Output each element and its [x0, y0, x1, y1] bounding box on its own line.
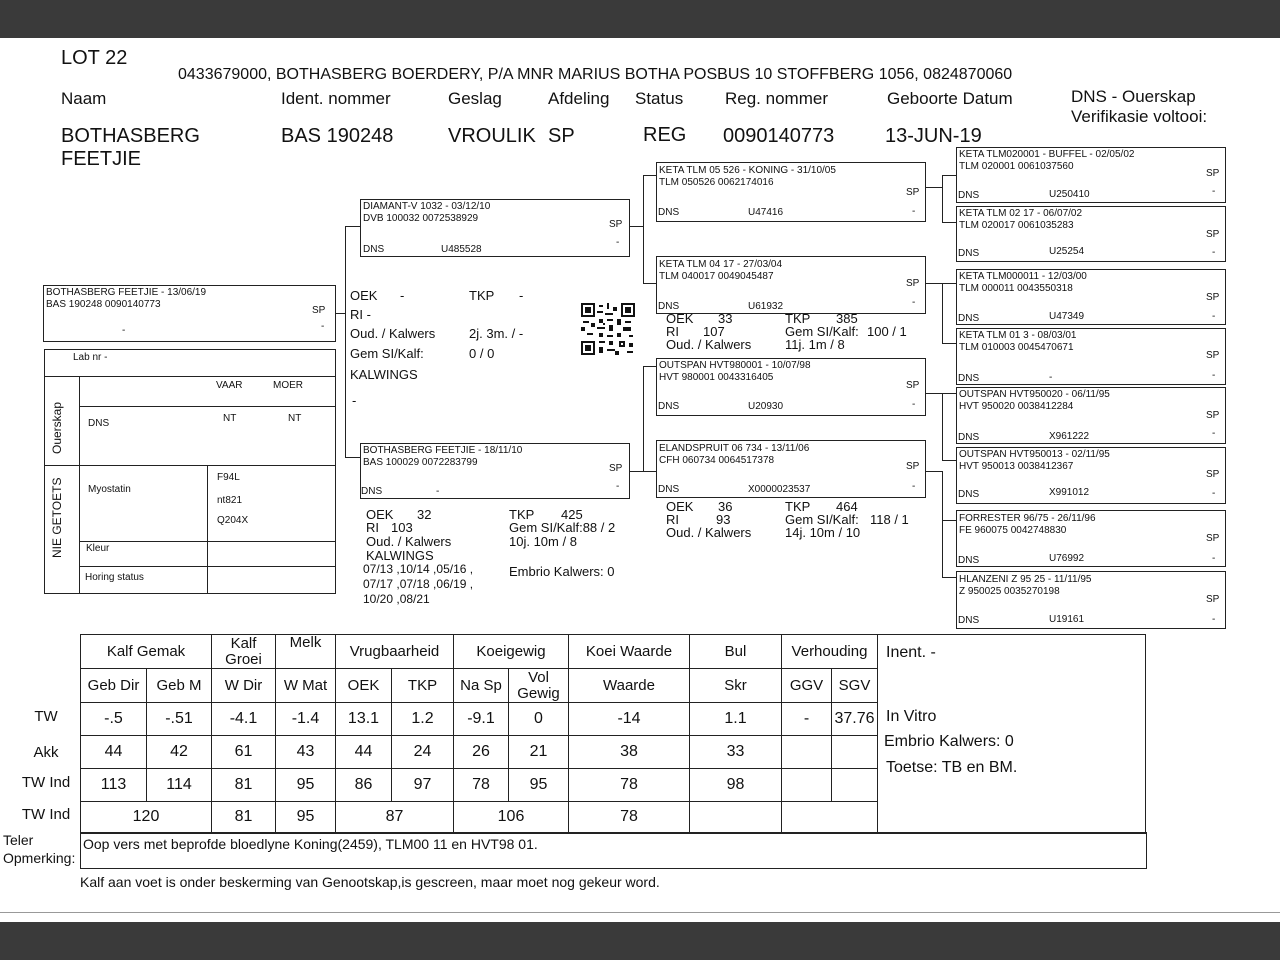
gp-dns: DNS: [658, 301, 680, 312]
group-verhouding: Verhouding: [782, 635, 878, 669]
top-bar: [0, 0, 1280, 38]
connector-animal: [336, 313, 346, 314]
akk-ggv: [782, 736, 832, 769]
akk-skr: 33: [690, 736, 782, 769]
dam-ri-value: 103: [391, 520, 413, 535]
label-geslag: Geslag: [448, 89, 502, 108]
twind-vol-gewig: 95: [509, 769, 569, 802]
grandparent-box-1: [656, 256, 926, 314]
dam-oek: OEK: [366, 507, 394, 522]
row-label-tw-ind-combined: TW Ind: [21, 806, 71, 823]
dam-embrio: Embrio Kalwers: 0: [509, 564, 615, 579]
great-grandparent-box-1: [956, 206, 1226, 262]
gp-dash: -: [912, 297, 916, 308]
side-notes: [878, 635, 1146, 802]
akk-oek: 44: [336, 736, 392, 769]
sire-sp: SP: [609, 219, 623, 230]
gp-title: OUTSPAN HVT980001 - 10/07/98: [659, 360, 811, 371]
sire-kalwings-dash: -: [352, 393, 357, 408]
gp-stats-1-tkp: TKP: [785, 499, 811, 514]
gp-title: ELANDSPRUIT 06 734 - 13/11/06: [659, 443, 810, 454]
dam-dash: -: [616, 481, 620, 492]
gp-dns: DNS: [658, 207, 680, 218]
lab-horing: Horing status: [85, 572, 144, 583]
ggp-dns: DNS: [958, 373, 980, 384]
ggp-dash: -: [1212, 614, 1216, 625]
tw-w-dir: -4.1: [212, 703, 276, 736]
twind-oek: 86: [336, 769, 392, 802]
side-notes-bottom: [878, 802, 1146, 834]
ggp-dna: U76992: [1049, 553, 1085, 564]
sire-ids: DVB 100032 0072538929: [363, 213, 479, 224]
sire-oud: Oud. / Kalwers: [350, 326, 436, 341]
group-koei-waarde: Koei Waarde: [569, 635, 690, 669]
tw-vol-gewig: 0: [509, 703, 569, 736]
dam-oud-value: 10j. 10m / 8: [509, 534, 577, 549]
ggp-dns: DNS: [958, 313, 980, 324]
dam-kalwings-1: 07/13 ,10/14 ,05/16 ,: [363, 562, 474, 576]
value-reg: 0090140773: [723, 125, 835, 147]
label-afdeling: Afdeling: [548, 89, 610, 108]
connector-ggp3: [942, 343, 956, 344]
connector-ggp0: [942, 175, 956, 176]
twind2-vrugbaarheid: 87: [336, 802, 454, 834]
ggp-dna: U47349: [1049, 311, 1085, 322]
sire-dns: DNS: [363, 244, 385, 255]
twind-geb-dir: 113: [81, 769, 147, 802]
sire-box: [360, 199, 630, 257]
ggp-title: KETA TLM 01 3 - 08/03/01: [959, 330, 1077, 341]
group-kalf-gemak: Kalf Gemak: [81, 635, 212, 669]
twind-geb-m: 114: [147, 769, 212, 802]
ggp-title: HLANZENI Z 95 25 - 11/11/95: [959, 574, 1092, 585]
ggp-sp: SP: [1206, 410, 1220, 421]
ggp-ids: TLM 020017 0061035283: [959, 220, 1074, 231]
gp-stats-0-tkp: TKP: [785, 311, 811, 326]
subhead-w-mat: W Mat: [276, 669, 336, 703]
great-grandparent-box-2: [956, 269, 1226, 325]
twind-tkp: 97: [392, 769, 454, 802]
group-bul: Bul: [690, 635, 782, 669]
ggp-ids: HVT 950013 0038412367: [959, 461, 1074, 472]
row-label-akk: Akk: [33, 744, 59, 761]
gp-stats-1-ri: RI: [666, 512, 679, 527]
lab-kleur: Kleur: [86, 543, 110, 554]
akk-geb-dir: 44: [81, 736, 147, 769]
connector-gp2: [643, 366, 656, 367]
gp-stats-1-gem: Gem SI/Kalf:: [785, 512, 859, 527]
dam-ri: RI: [366, 520, 379, 535]
akk-waarde: 38: [569, 736, 690, 769]
index-table: [80, 634, 1146, 834]
great-grandparent-box-5: [956, 447, 1226, 504]
label-naam: Naam: [61, 89, 107, 108]
connector-gp1: [643, 283, 656, 284]
twind2-melk: 95: [276, 802, 336, 834]
connector-gp0: [643, 175, 656, 176]
lab-moer: MOER: [273, 380, 303, 391]
dam-oek-value: 32: [417, 507, 432, 522]
dam-sp: SP: [609, 463, 623, 474]
remarks-text: Oop vers met beprofde bloedlyne Koning(2459), TLM00 11 en HVT98 01.: [83, 836, 538, 852]
connector-ggp5: [942, 460, 956, 461]
connector-gp1-vert: [942, 283, 943, 343]
ggp-dns: DNS: [958, 432, 980, 443]
gp-stats-1-oek: OEK: [666, 499, 694, 514]
ggp-dna: U250410: [1049, 189, 1090, 200]
label-status: Status: [635, 89, 684, 108]
connector-sire-out: [630, 226, 643, 227]
connector-sire-vert: [643, 175, 644, 283]
sire-dna: U485528: [441, 244, 482, 255]
gp-stats-0-ri-value: 107: [703, 324, 725, 339]
tw-tkp: 1.2: [392, 703, 454, 736]
ggp-title: FORRESTER 96/75 - 26/11/96: [959, 513, 1096, 524]
ggp-sp: SP: [1206, 350, 1220, 361]
myostatin-value-2: nt821: [217, 495, 243, 506]
animal-sp: SP: [312, 305, 326, 316]
twind2-verhouding: [782, 802, 878, 834]
ggp-sp: SP: [1206, 594, 1220, 605]
connector-gp0-out: [926, 187, 942, 188]
toetse-label: Toetse: TB en BM.: [886, 759, 1018, 776]
gp-sp: SP: [906, 461, 920, 472]
label-ident: Ident. nommer: [281, 89, 391, 108]
ggp-dns: DNS: [958, 248, 980, 259]
great-grandparent-box-4: [956, 387, 1226, 444]
gp-dna: X0000023537: [748, 484, 811, 495]
twind2-koeigewig: 106: [454, 802, 569, 834]
dam-oud: Oud. / Kalwers: [366, 534, 452, 549]
subhead-tkp: TKP: [392, 669, 454, 703]
gp-stats-1-oud-value: 14j. 10m / 10: [785, 525, 861, 540]
dam-kalwings-2: 07/17 ,07/18 ,06/19 ,: [363, 577, 474, 591]
lab-dns: DNS: [88, 418, 110, 429]
gp-dash: -: [912, 399, 916, 410]
ggp-dash: -: [1212, 186, 1216, 197]
row-label-tw: TW: [34, 708, 58, 725]
gp-stats-0-oud-value: 11j. 1m / 8: [785, 337, 845, 352]
twind-skr: 98: [690, 769, 782, 802]
connector-dam-out: [630, 471, 643, 472]
ggp-title: OUTSPAN HVT950013 - 02/11/95: [959, 449, 1110, 460]
animal-dash: -: [321, 321, 325, 332]
gp-sp: SP: [906, 278, 920, 289]
akk-w-dir: 61: [212, 736, 276, 769]
lab-side-nie-getoets: NIE GETOETS: [50, 477, 64, 558]
gp-sp: SP: [906, 380, 920, 391]
akk-geb-m: 42: [147, 736, 212, 769]
ggp-ids: TLM 000011 0043550318: [959, 283, 1073, 294]
akk-na-sp: 26: [454, 736, 509, 769]
gp-stats-1-gem-value: 118 / 1: [870, 512, 909, 527]
tw-oek: 13.1: [336, 703, 392, 736]
great-grandparent-box-7: [956, 571, 1226, 629]
sire-ri: RI -: [350, 307, 371, 322]
great-grandparent-box-6: [956, 510, 1226, 567]
gp-stats-0-gem-value: 100 / 1: [867, 324, 907, 339]
ggp-sp: SP: [1206, 229, 1220, 240]
sire-tkp-value: -: [519, 288, 524, 303]
dam-title: BOTHASBERG FEETJIE - 18/11/10: [363, 445, 523, 456]
dam-kalwings-3: 10/20 ,08/21: [363, 592, 430, 606]
bottom-bar: [0, 922, 1280, 960]
gp-title: KETA TLM 04 17 - 27/03/04: [659, 259, 783, 270]
ggp-ids: Z 950025 0035270198: [959, 586, 1060, 597]
sire-kalwings: KALWINGS: [350, 367, 418, 382]
dam-tkp: TKP: [509, 507, 535, 522]
ggp-dna: U19161: [1049, 614, 1085, 625]
gp-stats-0-ri: RI: [666, 324, 679, 339]
dam-kalwings: KALWINGS: [366, 548, 434, 563]
ggp-dns: DNS: [958, 555, 980, 566]
teler-label: Teler: [3, 832, 34, 848]
grandparent-box-0: [656, 162, 926, 222]
connector-gp3-vert: [942, 471, 943, 577]
tw-geb-dir: -.5: [81, 703, 147, 736]
row-label-tw-ind: TW Ind: [21, 774, 71, 791]
connector-parents: [345, 226, 346, 457]
subhead-waarde: Waarde: [569, 669, 690, 703]
opmerking-label: Opmerking:: [3, 850, 76, 866]
subhead-ggv: GGV: [782, 669, 832, 703]
lot-number: LOT 22: [61, 47, 128, 69]
group-melk: Melk: [276, 635, 336, 669]
twind-sgv: [832, 769, 878, 802]
gp-stats-1-tkp-value: 464: [836, 499, 858, 514]
animal-ids: BAS 190248 0090140773: [46, 299, 161, 310]
ggp-sp: SP: [1206, 469, 1220, 480]
qr-code-icon: [581, 303, 635, 355]
ggp-ids: TLM 020001 0061037560: [959, 161, 1074, 172]
twind-na-sp: 78: [454, 769, 509, 802]
lab-nr: Lab nr -: [73, 352, 108, 363]
label-reg: Reg. nommer: [725, 89, 828, 108]
great-grandparent-box-0: [956, 147, 1226, 203]
tw-na-sp: -9.1: [454, 703, 509, 736]
myostatin-value-1: F94L: [217, 472, 240, 483]
in-vitro-label: In Vitro: [886, 708, 937, 725]
subhead-oek: OEK: [336, 669, 392, 703]
lab-side-ouerskap: Ouerskap: [50, 401, 64, 454]
value-afdeling: SP: [548, 125, 575, 147]
gp-ids: TLM 040017 0049045487: [659, 271, 774, 282]
gp-dna: U61932: [748, 301, 784, 312]
dam-ids: BAS 100029 0072283799: [363, 457, 478, 468]
akk-tkp: 24: [392, 736, 454, 769]
sire-tkp: TKP: [469, 288, 495, 303]
inent-label: Inent. -: [886, 644, 936, 661]
twind-ggv: [782, 769, 832, 802]
twind2-kalf-gemak: 120: [81, 802, 212, 834]
connector-gp2-out: [926, 393, 942, 394]
lab-myostatin: Myostatin: [88, 484, 131, 495]
animal-title: BOTHASBERG FEETJIE - 13/06/19: [46, 287, 207, 298]
connector-dam-vert: [643, 366, 644, 471]
value-status: REG: [643, 124, 687, 146]
tw-skr: 1.1: [690, 703, 782, 736]
value-naam-1: BOTHASBERG: [61, 125, 200, 147]
ggp-title: KETA TLM 02 17 - 06/07/02: [959, 208, 1083, 219]
connector-gp3-out: [926, 471, 942, 472]
connector-gp1-out: [926, 283, 942, 284]
dam-box: [360, 443, 630, 499]
sire-gem-value: 0 / 0: [469, 346, 495, 361]
gp-stats-1-oek-value: 36: [718, 499, 733, 514]
bottom-divider: [0, 912, 1280, 913]
twind2-koei-waarde: 78: [569, 802, 690, 834]
group-vrugbaarheid: Vrugbaarheid: [336, 635, 454, 669]
connector-gp2-vert: [942, 393, 943, 460]
label-dns-ouerskap: DNS - Ouerskap: [1071, 87, 1196, 106]
group-kalf-groei: Kalf Groei: [212, 635, 276, 669]
lab-vaar: VAAR: [216, 380, 243, 391]
sire-title: DIAMANT-V 1032 - 03/12/10: [363, 201, 491, 212]
subhead-sgv: SGV: [832, 669, 878, 703]
tw-sgv: 37.76: [832, 703, 878, 736]
gp-stats-0-oek-value: 33: [718, 311, 733, 326]
sire-oud-value: 2j. 3m. / -: [469, 326, 524, 341]
ggp-dash: -: [1212, 247, 1216, 258]
akk-sgv: [832, 736, 878, 769]
gp-stats-1-ri-value: 93: [716, 512, 731, 527]
ggp-dash: -: [1212, 553, 1216, 564]
ggp-ids: FE 960075 0042748830: [959, 525, 1067, 536]
remarks-box: [80, 832, 1147, 869]
value-naam-2: FEETJIE: [61, 148, 142, 170]
great-grandparent-box-3: [956, 328, 1226, 385]
gp-sp: SP: [906, 187, 920, 198]
dam-dns: DNS: [361, 486, 383, 497]
gp-stats-0-oud: Oud. / Kalwers: [666, 337, 752, 352]
gp-ids: TLM 050526 0062174016: [659, 177, 774, 188]
tw-w-mat: -1.4: [276, 703, 336, 736]
dam-tkp-value: 425: [561, 507, 583, 522]
gp-dna: U47416: [748, 207, 784, 218]
connector-gp0-vert: [942, 175, 943, 222]
value-geboorte: 13-JUN-19: [885, 125, 982, 147]
lab-nt-vaar: NT: [223, 413, 237, 424]
twind2-bul: [690, 802, 782, 834]
gp-stats-0-tkp-value: 385: [836, 311, 858, 326]
ggp-dna: U25254: [1049, 246, 1085, 257]
gp-dns: DNS: [658, 484, 680, 495]
connector-sire: [345, 226, 360, 227]
ggp-sp: SP: [1206, 292, 1220, 303]
gp-stats-0-oek: OEK: [666, 311, 694, 326]
gp-ids: CFH 060734 0064517378: [659, 455, 775, 466]
connector-dam: [345, 457, 360, 458]
animal-dash-2: -: [122, 325, 126, 336]
ggp-title: OUTSPAN HVT950020 - 06/11/95: [959, 389, 1110, 400]
ggp-title: KETA TLM000011 - 12/03/00: [959, 271, 1087, 282]
group-koeigewig: Koeigewig: [454, 635, 569, 669]
dam-dna: -: [436, 486, 440, 497]
twind2-kalf-groei: 81: [212, 802, 276, 834]
dam-gem: Gem SI/Kalf:88 / 2: [509, 520, 616, 535]
twind-waarde: 78: [569, 769, 690, 802]
subhead-geb-dir: Geb Dir: [81, 669, 147, 703]
tw-ggv: -: [782, 703, 832, 736]
ggp-ids: TLM 010003 0045470671: [959, 342, 1074, 353]
akk-vol-gewig: 21: [509, 736, 569, 769]
lab-nt-moer: NT: [288, 413, 302, 424]
grandparent-box-2: [656, 358, 926, 416]
akk-w-mat: 43: [276, 736, 336, 769]
connector-ggp2: [942, 283, 956, 284]
gp-stats-1-oud: Oud. / Kalwers: [666, 525, 752, 540]
owner-line: 0433679000, BOTHASBERG BOERDERY, P/A MNR MARIUS BOTHA POSBUS 10 STOFFBERG 1056, 0824870060: [178, 66, 1013, 83]
twind-w-mat: 95: [276, 769, 336, 802]
ggp-dns: DNS: [958, 190, 980, 201]
ggp-dash: -: [1212, 428, 1216, 439]
sire-oek: OEK: [350, 288, 378, 303]
tw-waarde: -14: [569, 703, 690, 736]
ggp-dna: X961222: [1049, 431, 1090, 442]
footer-note: Kalf aan voet is onder beskerming van Genootskap,is gescreen, maar moet nog gekeur word.: [80, 874, 660, 890]
connector-ggp4: [942, 393, 956, 394]
twind-w-dir: 81: [212, 769, 276, 802]
ggp-dash: -: [1212, 311, 1216, 322]
gp-title: KETA TLM 05 526 - KONING - 31/10/05: [659, 165, 836, 176]
ggp-sp: SP: [1206, 533, 1220, 544]
myostatin-value-3: Q204X: [217, 515, 249, 526]
gp-stats-0-gem: Gem SI/Kalf:: [785, 324, 859, 339]
connector-ggp6: [942, 520, 956, 521]
subhead-w-dir: W Dir: [212, 669, 276, 703]
gp-dash: -: [912, 481, 916, 492]
ggp-sp: SP: [1206, 168, 1220, 179]
label-verifikasie: Verifikasie voltooi:: [1071, 107, 1208, 126]
connector-gp3: [643, 471, 656, 472]
subhead-na-sp: Na Sp: [454, 669, 509, 703]
lab-box: [44, 349, 336, 594]
tw-geb-m: -.51: [147, 703, 212, 736]
value-geslag: VROULIK: [448, 125, 536, 147]
ggp-dna: -: [1049, 372, 1053, 383]
subhead-skr: Skr: [690, 669, 782, 703]
ggp-dns: DNS: [958, 615, 980, 626]
ggp-dns: DNS: [958, 489, 980, 500]
sire-dash: -: [616, 237, 620, 248]
gp-dash: -: [912, 206, 916, 217]
embrio-kalwers-label: Embrio Kalwers: 0: [884, 733, 1014, 750]
subhead-vol-gewig: Vol Gewig: [509, 669, 569, 703]
value-ident: BAS 190248: [281, 125, 394, 147]
label-geboorte: Geboorte Datum: [887, 89, 1013, 108]
sire-oek-value: -: [400, 288, 405, 303]
gp-dna: U20930: [748, 401, 784, 412]
animal-box: [43, 285, 336, 342]
gp-ids: HVT 980001 0043316405: [659, 372, 774, 383]
ggp-ids: HVT 950020 0038412284: [959, 401, 1074, 412]
connector-ggp1: [942, 222, 956, 223]
ggp-dna: X991012: [1049, 487, 1090, 498]
ggp-dash: -: [1212, 488, 1216, 499]
gp-dns: DNS: [658, 401, 680, 412]
subhead-geb-m: Geb M: [147, 669, 212, 703]
sire-gem: Gem SI/Kalf:: [350, 346, 424, 361]
ggp-dash: -: [1212, 370, 1216, 381]
connector-ggp7: [942, 577, 956, 578]
grandparent-box-3: [656, 440, 926, 498]
ggp-title: KETA TLM020001 - BUFFEL - 02/05/02: [959, 149, 1135, 160]
